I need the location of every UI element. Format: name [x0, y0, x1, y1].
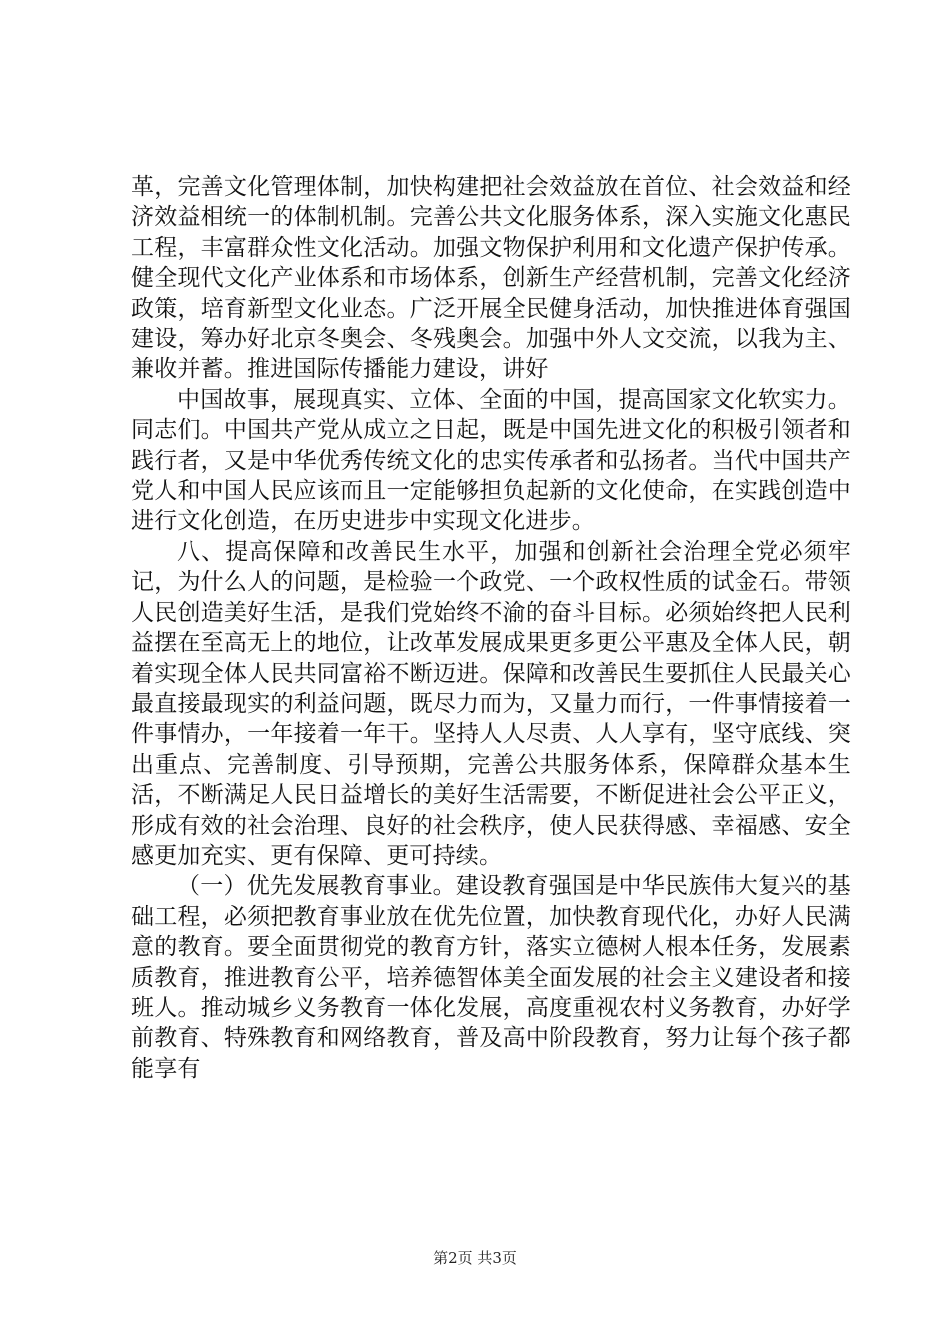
paragraph-4: （一）优先发展教育事业。建设教育强国是中华民族伟大复兴的基础工程，必须把教育事业放在优先位置，加快教育现代化，办好人民满意的教育。要全面贯彻党的教育方针，落实立德树人根本任务，发展素质教育，推进教育公平，培养德智体美全面发展的社会主义建设者和接班人。推动城乡义务教育一体化发展，高度重视农村义务教育，办好学前教育、特殊教育和网络教育，普及高中阶段教育，努力让每个孩子都能享有 [131, 873, 851, 1082]
page-footer: 第2页 共3页 [433, 1249, 517, 1267]
paragraph-2: 中国故事，展现真实、立体、全面的中国，提高国家文化软实力。同志们。中国共产党从成立之日起，既是中国先进文化的积极引领者和践行者，又是中华优秀传统文化的忠实传承者和弘扬者。当代中国共产党人和中国人民应该而且一定能够担负起新的文化使命，在实践创造中进行文化创造，在历史进步中实现文化进步。 [131, 386, 851, 535]
paragraph-3: 八、提高保障和改善民生水平，加强和创新社会治理全党必须牢记，为什么人的问题，是检验一个政党、一个政权性质的试金石。带领人民创造美好生活，是我们党始终不渝的奋斗目标。必须始终把人民利益摆在至高无上的地位，让改革发展成果更多更公平惠及全体人民，朝着实现全体人民共同富裕不断迈进。保障和改善民生要抓住人民最关心最直接最现实的利益问题，既尽力而为，又量力而行，一件事情接着一件事情办，一年接着一年干。坚持人人尽责、人人享有，坚守底线、突出重点、完善制度、引导预期，完善公共服务体系，保障群众基本生活，不断满足人民日益增长的美好生活需要，不断促进社会公平正义，形成有效的社会治理、良好的社会秩序，使人民获得感、幸福感、安全感更加充实、更有保障、更可持续。 [131, 538, 851, 869]
document-body [131, 172, 851, 1084]
paragraph-1: 革，完善文化管理体制，加快构建把社会效益放在首位、社会效益和经济效益相统一的体制机制。完善公共文化服务体系，深入实施文化惠民工程，丰富群众性文化活动。加强文物保护利用和文化遗产保护传承。健全现代文化产业体系和市场体系，创新生产经营机制，完善文化经济政策，培育新型文化业态。广泛开展全民健身活动，加快推进体育强国建设，筹办好北京冬奥会、冬残奥会。加强中外人文交流，以我为主、兼收并蓄。推进国际传播能力建设，讲好 [131, 174, 851, 383]
